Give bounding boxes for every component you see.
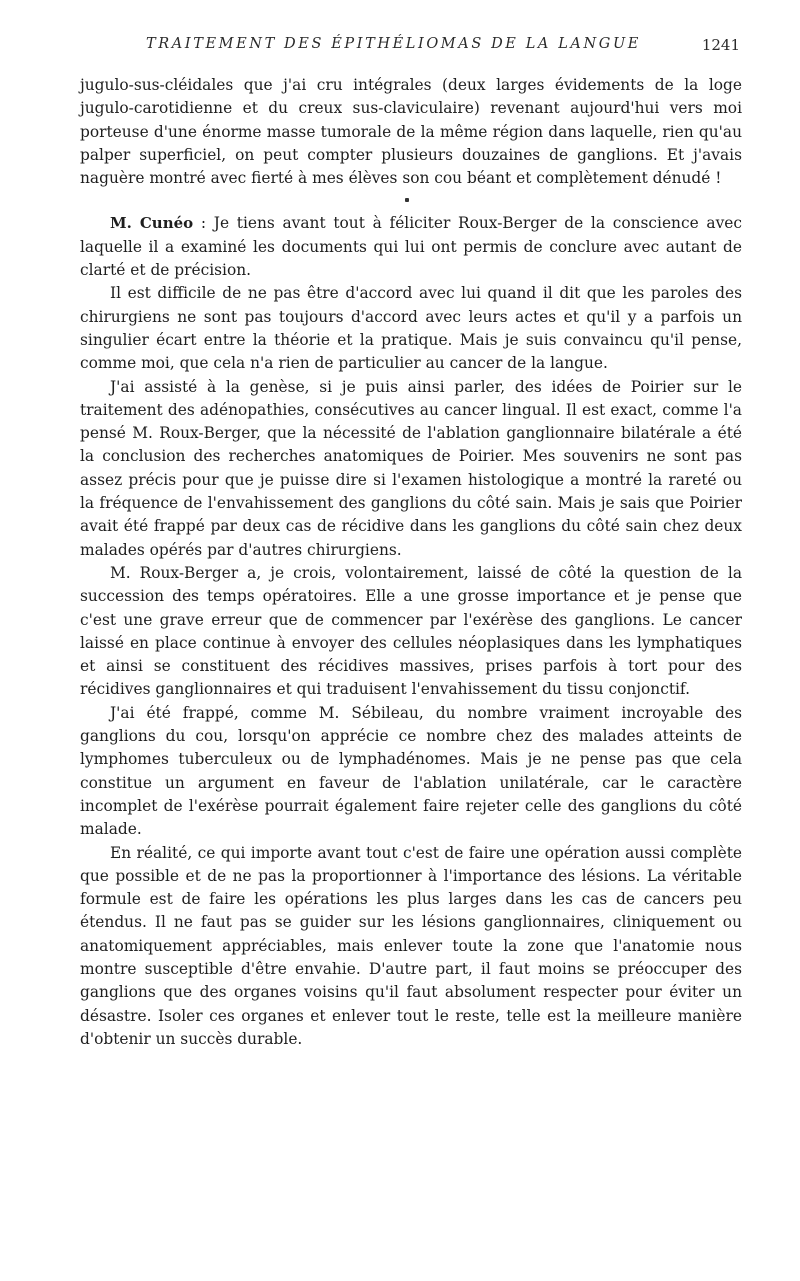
body-text [80, 74, 742, 1051]
running-header [80, 36, 740, 58]
separator-dot [405, 198, 409, 202]
paragraph: J'ai assisté à la genèse, si je puis ainsi parler, des idées de Poirier sur le traitement des adénopathies, consécutives au cancer lingual. Il est exact, comme l'a pensé M. Roux-Berger, que la nécessité de l'ablation ganglionnaire bilatérale a été la conclusion des recherches anatomiques de Poirier. Mes souvenirs ne sont pas assez précis pour que je puisse dire si l'examen histologique a montré la rareté ou la fréquence de l'envahissement des ganglions du côté sain. Mais je sais que Poirier avait été frappé par deux cas de récidive dans les ganglions du côté sain chez deux malades opérés par d'autres chirurgiens. [80, 377, 742, 559]
section-separator [80, 190, 742, 212]
page-number: 1241 [701, 36, 740, 54]
running-title: TRAITEMENT DES ÉPITHÉLIOMAS DE LA LANGUE [146, 36, 641, 52]
paragraph: Il est difficile de ne pas être d'accord avec lui quand il dit que les paroles des chirurgiens ne sont pas toujours d'accord avec leurs actes et qu'il y a parfois un singulier écart entre la théorie et la pratique. Mais je suis convaincu qu'il pense, comme moi, que cela n'a rien de particulier au cancer de la langue. [80, 284, 742, 373]
speaker-name: M. Cunéo [110, 214, 194, 233]
paragraph-continued: jugulo-sus-cléidales que j'ai cru intégrales (deux larges évidements de la loge jugulo-carotidienne et du creux sus-claviculaire) revenant aujourd'hui vers moi porteuse d'une énorme masse tumorale de la même région dans laquelle, rien qu'au palper superficiel, on peut compter plusieurs douzaines de ganglions. Et j'avais naguère montré avec fierté à mes élèves son cou béant et complètement dénudé ! [80, 76, 742, 188]
paragraph-speaker [80, 212, 742, 282]
speaker-text: : Je tiens avant tout à féliciter Roux-Berger de la conscience avec laquelle il a examiné les documents qui lui ont permis de conclure avec autant de clarté et de précision. [80, 214, 742, 280]
paragraph: J'ai été frappé, comme M. Sébileau, du nombre vraiment incroyable des ganglions du cou, lorsqu'on apprécie ce nombre chez des malades atteints de lymphomes tuberculeux ou de lymphadénomes. Mais je ne pense pas que cela constitue un argument en faveur de l'ablation unilatérale, car le caractère incomplet de l'exérèse pourrait également faire rejeter celle des ganglions du côté malade. [80, 703, 742, 839]
paragraph: M. Roux-Berger a, je crois, volontairement, laissé de côté la question de la succession des temps opératoires. Elle a une grosse importance et je pense que c'est une grave erreur que de commencer par l'exérèse des ganglions. Le cancer laissé en place continue à envoyer des cellules néoplasiques dans les lymphatiques et ainsi se constituent des récidives massives, prises parfois à tort pour des récidives ganglionnaires et qui traduisent l'envahissement du tissu conjonctif. [80, 563, 742, 699]
paragraph: En réalité, ce qui importe avant tout c'est de faire une opération aussi complète que possible et de ne pas la proportionner à l'importance des lésions. La véritable formule est de faire les opérations les plus larges dans les cas de cancers peu étendus. Il ne faut pas se guider sur les lésions ganglionnaires, cliniquement ou anatomiquement appréciables, mais enlever toute la zone que l'anatomie nous montre susceptible d'être envahie. D'autre part, il faut moins se préoccuper des ganglions que des organes voisins qu'il faut absolument respecter pour éviter un désastre. Isoler ces organes et enlever tout le reste, telle est la meilleure manière d'obtenir un succès durable. [80, 843, 742, 1048]
